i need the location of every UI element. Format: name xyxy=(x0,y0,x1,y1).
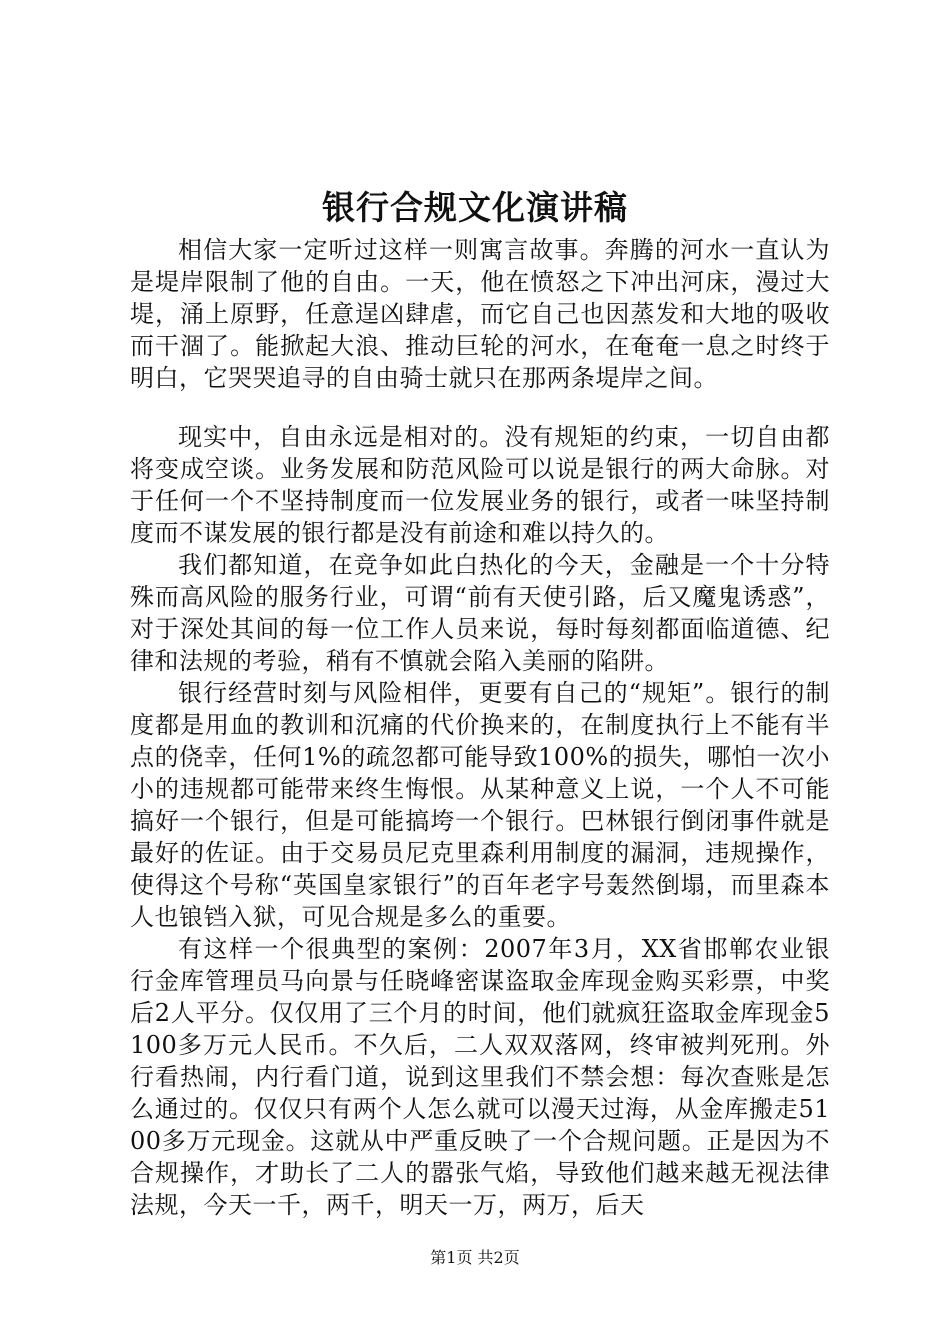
document-body xyxy=(130,234,830,1221)
paragraph-4: 银行经营时刻与风险相伴，更要有自己的“规矩”。银行的制度都是用血的教训和沉痛的代价换来的，在制度执行上不能有半点的侥幸，任何1%的疏忽都可能导致100%的损失，哪怕一次小小的违规都可能带来终生悔恨。从某种意义上说，一个人不可能搞好一个银行，但是可能搞垮一个银行。巴林银行倒闭事件就是最好的佐证。由于交易员尼克里森利用制度的漏洞，违规操作，使得这个号称“英国皇家银行”的百年老字号轰然倒塌，而里森本人也锒铛入狱，可见合规是多么的重要。 xyxy=(130,679,830,931)
document-title: 银行合规文化演讲稿 xyxy=(322,188,628,227)
page-number-footer: 第1页 共2页 xyxy=(430,1248,520,1267)
paragraph-3: 我们都知道，在竞争如此白热化的今天，金融是一个十分特殊而高风险的服务行业，可谓“前有天使引路，后又魔鬼诱惑”，对于深处其间的每一位工作人员来说，每时每刻都面临道德、纪律和法规的考验，稍有不慎就会陷入美丽的陷阱。 xyxy=(130,551,830,675)
paragraph-5: 有这样一个很典型的案例：2007年3月，XX省邯郸农业银行金库管理员马向景与任晓峰密谋盗取金库现金购买彩票，中奖后2人平分。仅仅用了三个月的时间，他们就疯狂盗取金库现金5100多万元人民币。不久后，二人双双落网，终审被判死刑。外行看热闹，内行看门道，说到这里我们不禁会想：每次查账是怎么通过的。仅仅只有两个人怎么就可以漫天过海，从金库搬走5100多万元现金。这就从中严重反映了一个合规问题。正是因为不合规操作，才助长了二人的嚣张气焰，导致他们越来越无视法律法规，今天一千，两千，明天一万，两万，后天 xyxy=(130,935,830,1219)
paragraph-2: 现实中，自由永远是相对的。没有规矩的约束，一切自由都将变成空谈。业务发展和防范风险可以说是银行的两大命脉。对于任何一个不坚持制度而一位发展业务的银行，或者一味坚持制度而不谋发展的银行都是没有前途和难以持久的。 xyxy=(130,423,830,547)
paragraph-1: 相信大家一定听过这样一则寓言故事。奔腾的河水一直认为是堤岸限制了他的自由。一天，他在愤怒之下冲出河床，漫过大堤，涌上原野，任意逞凶肆虐，而它自己也因蒸发和大地的吸收而干涸了。能掀起大浪、推动巨轮的河水，在奄奄一息之时终于明白，它哭哭追寻的自由骑士就只在那两条堤岸之间。 xyxy=(130,236,830,392)
